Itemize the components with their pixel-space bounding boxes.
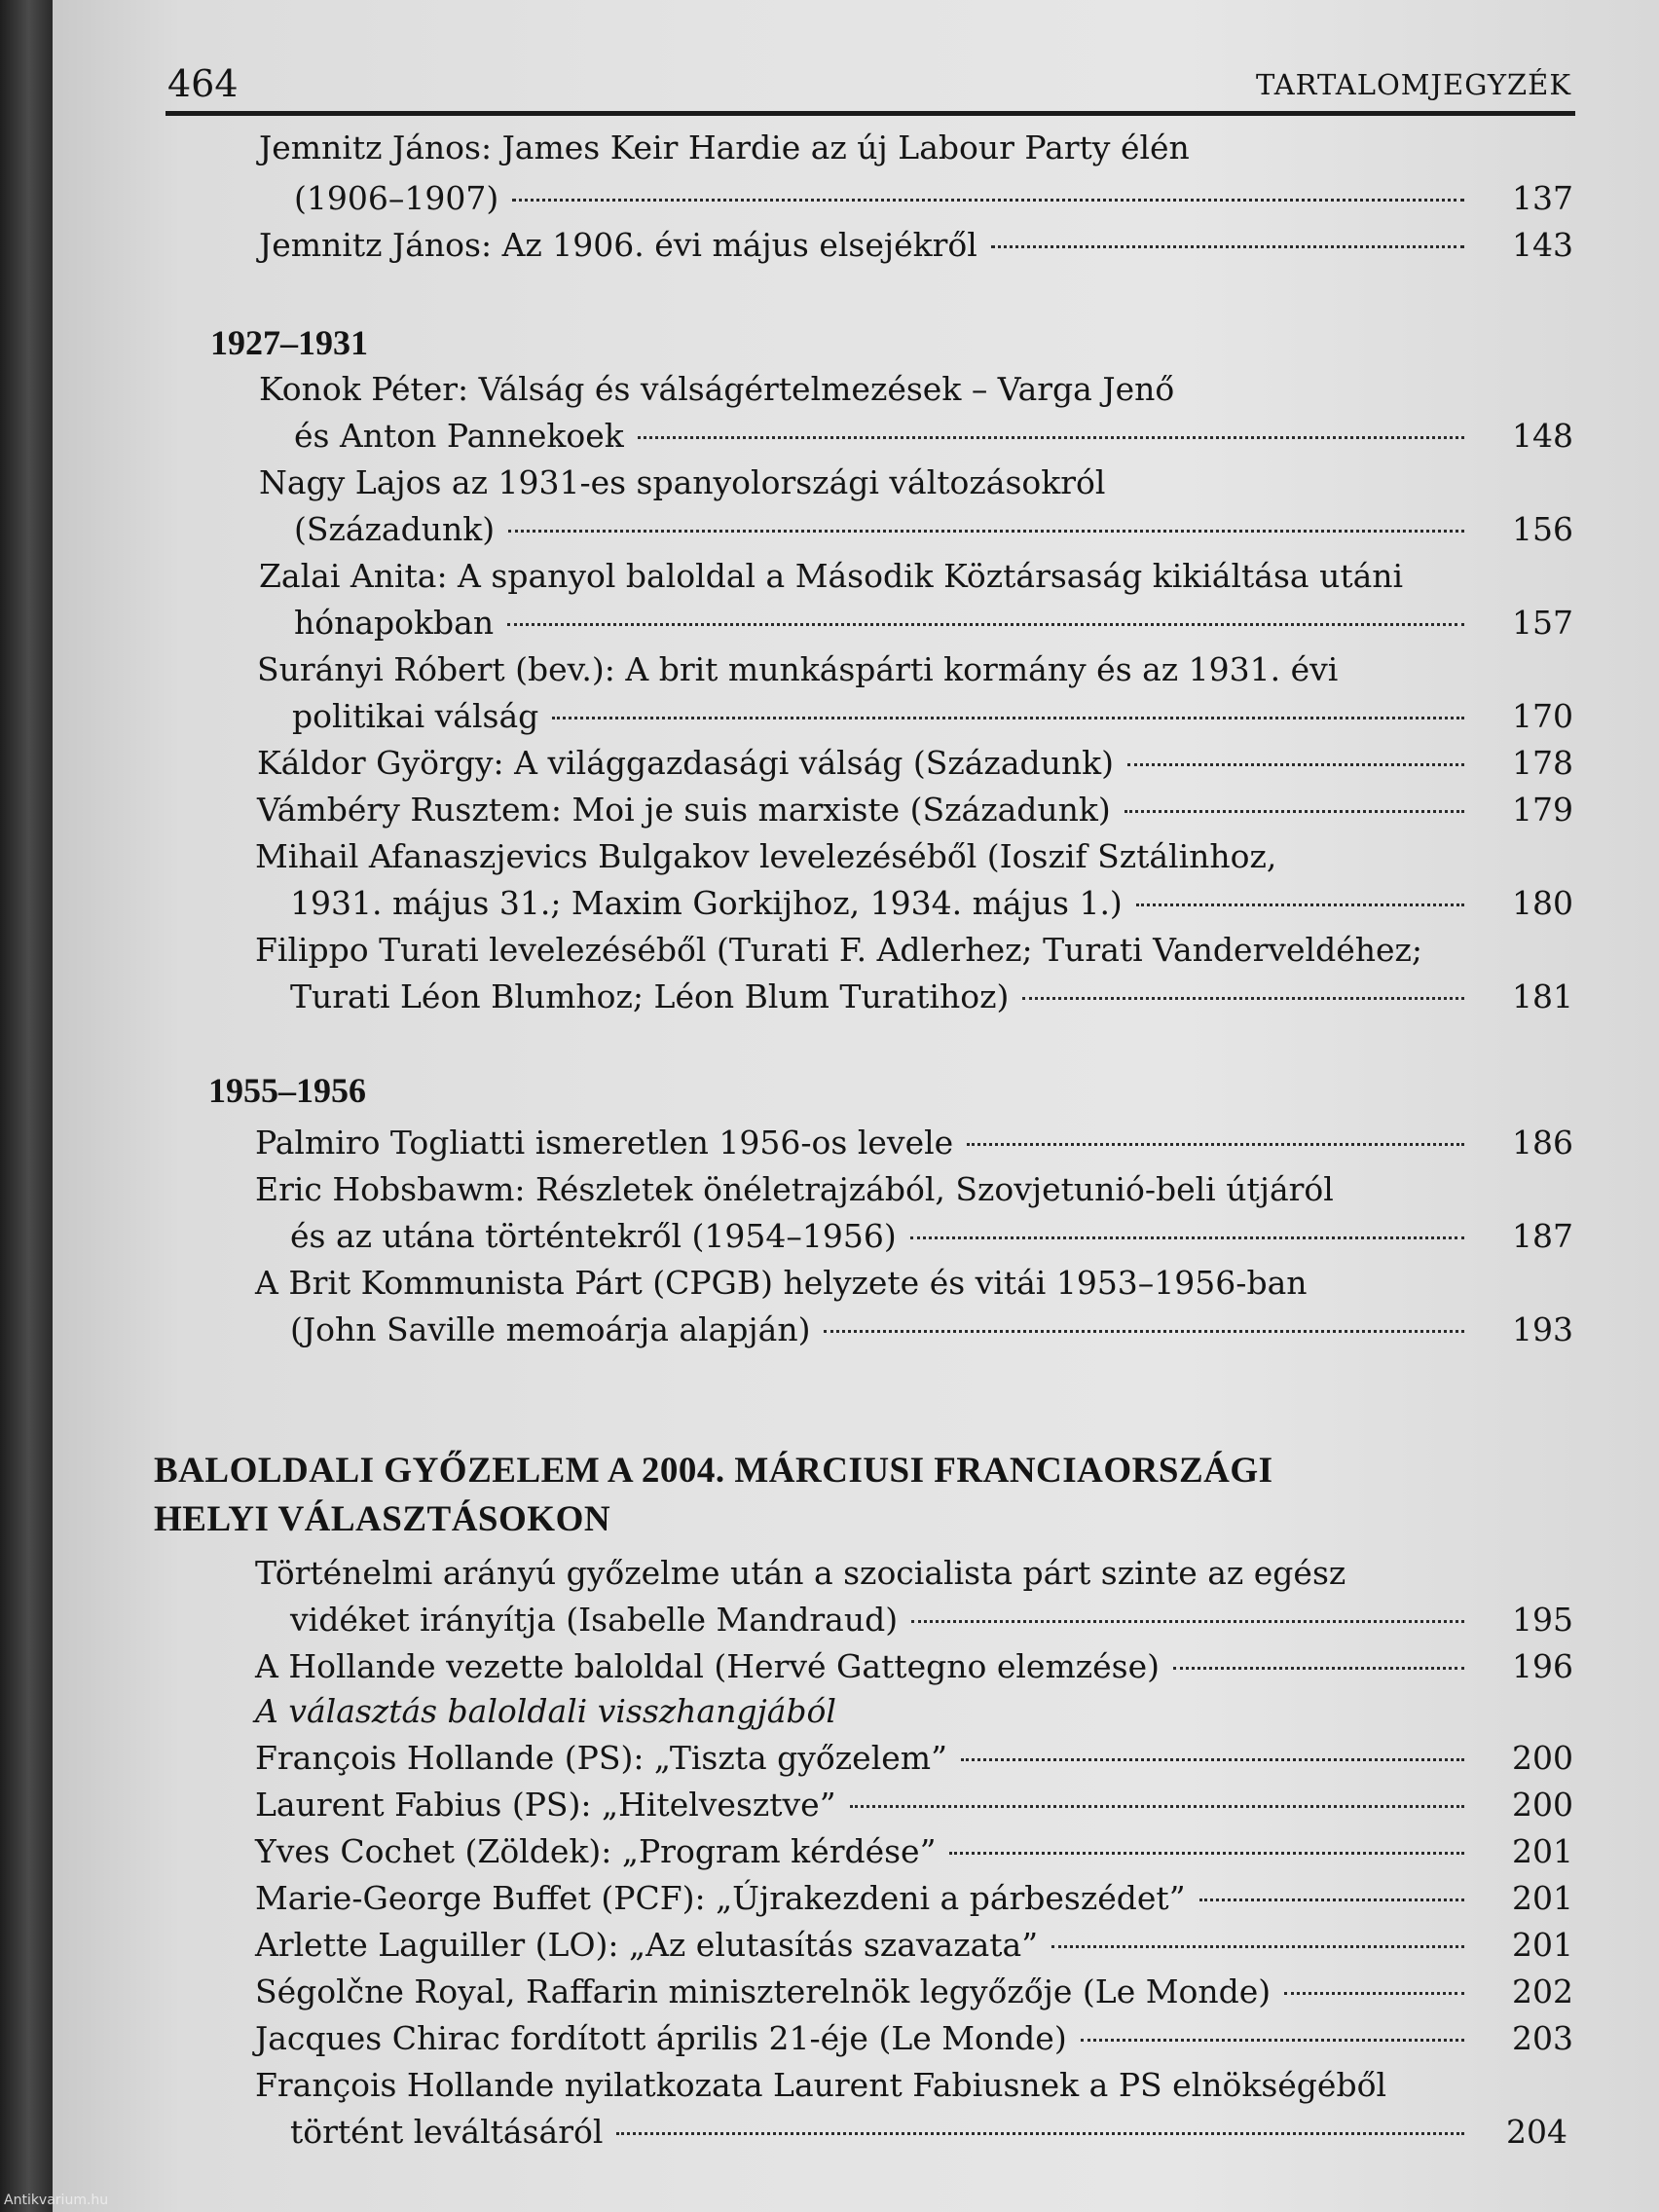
toc-entry-text: A Hollande vezette baloldal (Hervé Gattegno elemzése) bbox=[255, 1647, 1160, 1685]
toc-entry-text: hónapokban bbox=[294, 604, 495, 642]
toc-subheading: A választás baloldali visszhangjából bbox=[255, 1692, 836, 1730]
toc-entry bbox=[255, 1782, 1484, 1828]
toc-entry-line: Jemnitz János: James Keir Hardie az új Labour Party élén bbox=[259, 129, 1190, 166]
dot-leader bbox=[552, 717, 1464, 719]
toc-page-number: 201 bbox=[1512, 1879, 1573, 1917]
toc-page-number: 201 bbox=[1512, 1926, 1573, 1964]
toc-entry-line: Mihail Afanaszjevics Bulgakov levelezéséből (Ioszif Sztálinhoz, bbox=[255, 837, 1277, 875]
dot-leader bbox=[512, 199, 1464, 202]
toc-entry bbox=[290, 1597, 1484, 1643]
toc-page-number: 203 bbox=[1512, 2019, 1573, 2057]
toc-entry-line: Surányi Róbert (bev.): A brit munkáspárti kormány és az 1931. évi bbox=[257, 650, 1339, 688]
toc-entry bbox=[290, 974, 1484, 1020]
toc-entry bbox=[255, 1120, 1484, 1166]
dot-leader bbox=[961, 1758, 1464, 1761]
toc-entry-text: történt leváltásáról bbox=[290, 2113, 604, 2151]
toc-entry bbox=[294, 413, 1484, 460]
toc-page-number: 181 bbox=[1512, 977, 1573, 1015]
dot-leader bbox=[967, 1143, 1464, 1146]
section-heading-1955-1956: 1955–1956 bbox=[208, 1071, 366, 1110]
toc-entry-text: Vámbéry Rusztem: Moi je suis marxiste (Századunk) bbox=[257, 791, 1111, 829]
toc-page-number: 180 bbox=[1512, 884, 1573, 922]
toc-entry-text: Marie-George Buffet (PCF): „Újrakezdeni a párbeszédet” bbox=[255, 1879, 1186, 1917]
toc-entry-text: vidéket irányítja (Isabelle Mandraud) bbox=[290, 1601, 899, 1639]
toc-entry-line: Nagy Lajos az 1931-es spanyolországi változásokról bbox=[259, 463, 1106, 501]
toc-page-number: 178 bbox=[1512, 744, 1573, 782]
dot-leader bbox=[911, 1620, 1464, 1623]
part-heading-line-1: BALOLDALI GYŐZELEM A 2004. MÁRCIUSI FRANCIAORSZÁGI bbox=[154, 1451, 1273, 1491]
dot-leader bbox=[949, 1852, 1464, 1855]
toc-page-number: 196 bbox=[1512, 1647, 1573, 1685]
toc-page-number: 143 bbox=[1512, 226, 1573, 264]
toc-entry-line: Eric Hobsbawm: Részletek önéletrajzából, Szovjetunió-beli útjáról bbox=[255, 1170, 1334, 1208]
toc-entry-text: Jemnitz János: Az 1906. évi május elsejékről bbox=[259, 226, 977, 264]
toc-page-number: 201 bbox=[1512, 1832, 1573, 1870]
toc-page-number: 204 bbox=[1506, 2113, 1567, 2151]
toc-entry bbox=[255, 1875, 1484, 1922]
toc-entry bbox=[294, 506, 1484, 553]
toc-entry bbox=[257, 787, 1484, 833]
dot-leader bbox=[1173, 1667, 1464, 1670]
toc-entry bbox=[290, 1307, 1484, 1353]
toc-page-number: 179 bbox=[1512, 791, 1573, 829]
toc-entry bbox=[290, 880, 1484, 927]
dot-leader bbox=[1022, 997, 1464, 1000]
dot-leader bbox=[1284, 1992, 1464, 1995]
toc-page-number: 148 bbox=[1512, 417, 1573, 455]
toc-entry bbox=[292, 693, 1484, 740]
toc-entry-text: 1931. május 31.; Maxim Gorkijhoz, 1934. május 1.) bbox=[290, 884, 1123, 922]
toc-entry-text: és az utána történtekről (1954–1956) bbox=[290, 1217, 897, 1255]
toc-page-number: 200 bbox=[1512, 1739, 1573, 1777]
dot-leader bbox=[508, 530, 1464, 533]
toc-entry-text: Turati Léon Blumhoz; Léon Blum Turatihoz) bbox=[290, 977, 1010, 1015]
toc-entry bbox=[255, 1828, 1484, 1875]
toc-entry-text: politikai válság bbox=[292, 697, 539, 735]
watermark: Antikvarium.hu bbox=[4, 2193, 109, 2208]
toc-page-number: 187 bbox=[1512, 1217, 1573, 1255]
toc-entry-text: Arlette Laguiller (LO): „Az elutasítás szavazata” bbox=[255, 1926, 1039, 1964]
toc-entry-text: Palmiro Togliatti ismeretlen 1956-os levele bbox=[255, 1124, 954, 1161]
toc-entry bbox=[290, 2109, 1484, 2156]
dot-leader bbox=[991, 245, 1464, 248]
dot-leader bbox=[1051, 1945, 1464, 1948]
part-heading-line-2: HELYI VÁLASZTÁSOKON bbox=[154, 1499, 611, 1539]
toc-entry bbox=[294, 600, 1484, 646]
dot-leader bbox=[616, 2132, 1464, 2135]
toc-entry-text: Jacques Chirac fordított április 21-éje (Le Monde) bbox=[255, 2019, 1067, 2057]
toc-entry-text: Yves Cochet (Zöldek): „Program kérdése” bbox=[255, 1832, 937, 1870]
running-title: TARTALOMJEGYZÉK bbox=[1255, 68, 1571, 101]
toc-entry-text: (John Saville memoárja alapján) bbox=[290, 1310, 811, 1348]
dot-leader bbox=[507, 623, 1464, 626]
dot-leader bbox=[824, 1330, 1464, 1333]
toc-page-number: 157 bbox=[1512, 604, 1573, 642]
toc-entry-line: François Hollande nyilatkozata Laurent Fabiusnek a PS elnökségéből bbox=[255, 2066, 1386, 2104]
section-heading-1927-1931: 1927–1931 bbox=[210, 323, 368, 362]
toc-entry bbox=[294, 175, 1484, 222]
toc-entry bbox=[255, 1922, 1484, 1969]
toc-page-number: 200 bbox=[1512, 1786, 1573, 1824]
toc-entry-line: A Brit Kommunista Párt (CPGB) helyzete és vitái 1953–1956-ban bbox=[255, 1264, 1308, 1302]
toc-entry bbox=[255, 2015, 1484, 2062]
toc-page-number: 186 bbox=[1512, 1124, 1573, 1161]
dot-leader bbox=[638, 436, 1464, 439]
dot-leader bbox=[1199, 1899, 1464, 1901]
toc-page-number: 202 bbox=[1512, 1972, 1573, 2010]
toc-entry-text: (1906–1907) bbox=[294, 179, 499, 217]
toc-entry-line: Történelmi arányú győzelme után a szocialista párt szinte az egész bbox=[255, 1554, 1346, 1592]
dot-leader bbox=[910, 1236, 1464, 1239]
dot-leader bbox=[1136, 903, 1464, 906]
dot-leader bbox=[1124, 810, 1464, 813]
toc-entry-text: Laurent Fabius (PS): „Hitelvesztve” bbox=[255, 1786, 836, 1824]
toc-entry-text: (Századunk) bbox=[294, 510, 496, 548]
toc-entry-line: Zalai Anita: A spanyol baloldal a Második Köztársaság kikiáltása utáni bbox=[259, 557, 1404, 595]
toc-entry bbox=[259, 222, 1484, 269]
toc-entry bbox=[255, 1735, 1484, 1782]
toc-page-number: 170 bbox=[1512, 697, 1573, 735]
dot-leader bbox=[1127, 763, 1464, 766]
toc-entry bbox=[255, 1643, 1484, 1690]
toc-entry-line: Konok Péter: Válság és válságértelmezések – Varga Jenő bbox=[259, 370, 1175, 408]
toc-entry bbox=[290, 1213, 1484, 1260]
toc-entry bbox=[257, 740, 1484, 787]
toc-entry bbox=[255, 1969, 1484, 2015]
toc-page-number: 195 bbox=[1512, 1601, 1573, 1639]
toc-entry-line: Filippo Turati levelezéséből (Turati F. Adlerhez; Turati Vanderveldéhez; bbox=[255, 931, 1423, 969]
toc-entry-text: François Hollande (PS): „Tiszta győzelem” bbox=[255, 1739, 947, 1777]
dot-leader bbox=[850, 1805, 1464, 1808]
toc-page-number: 193 bbox=[1512, 1310, 1573, 1348]
toc-page-number: 137 bbox=[1512, 179, 1573, 217]
toc-entry-text: Káldor György: A világgazdasági válság (Századunk) bbox=[257, 744, 1114, 782]
dot-leader bbox=[1081, 2039, 1464, 2042]
toc-entry-text: és Anton Pannekoek bbox=[294, 417, 624, 455]
page-number: 464 bbox=[167, 62, 239, 105]
toc-entry-text: Ségolčne Royal, Raffarin miniszterelnök legyőzője (Le Monde) bbox=[255, 1972, 1272, 2010]
toc-page-number: 156 bbox=[1512, 510, 1573, 548]
